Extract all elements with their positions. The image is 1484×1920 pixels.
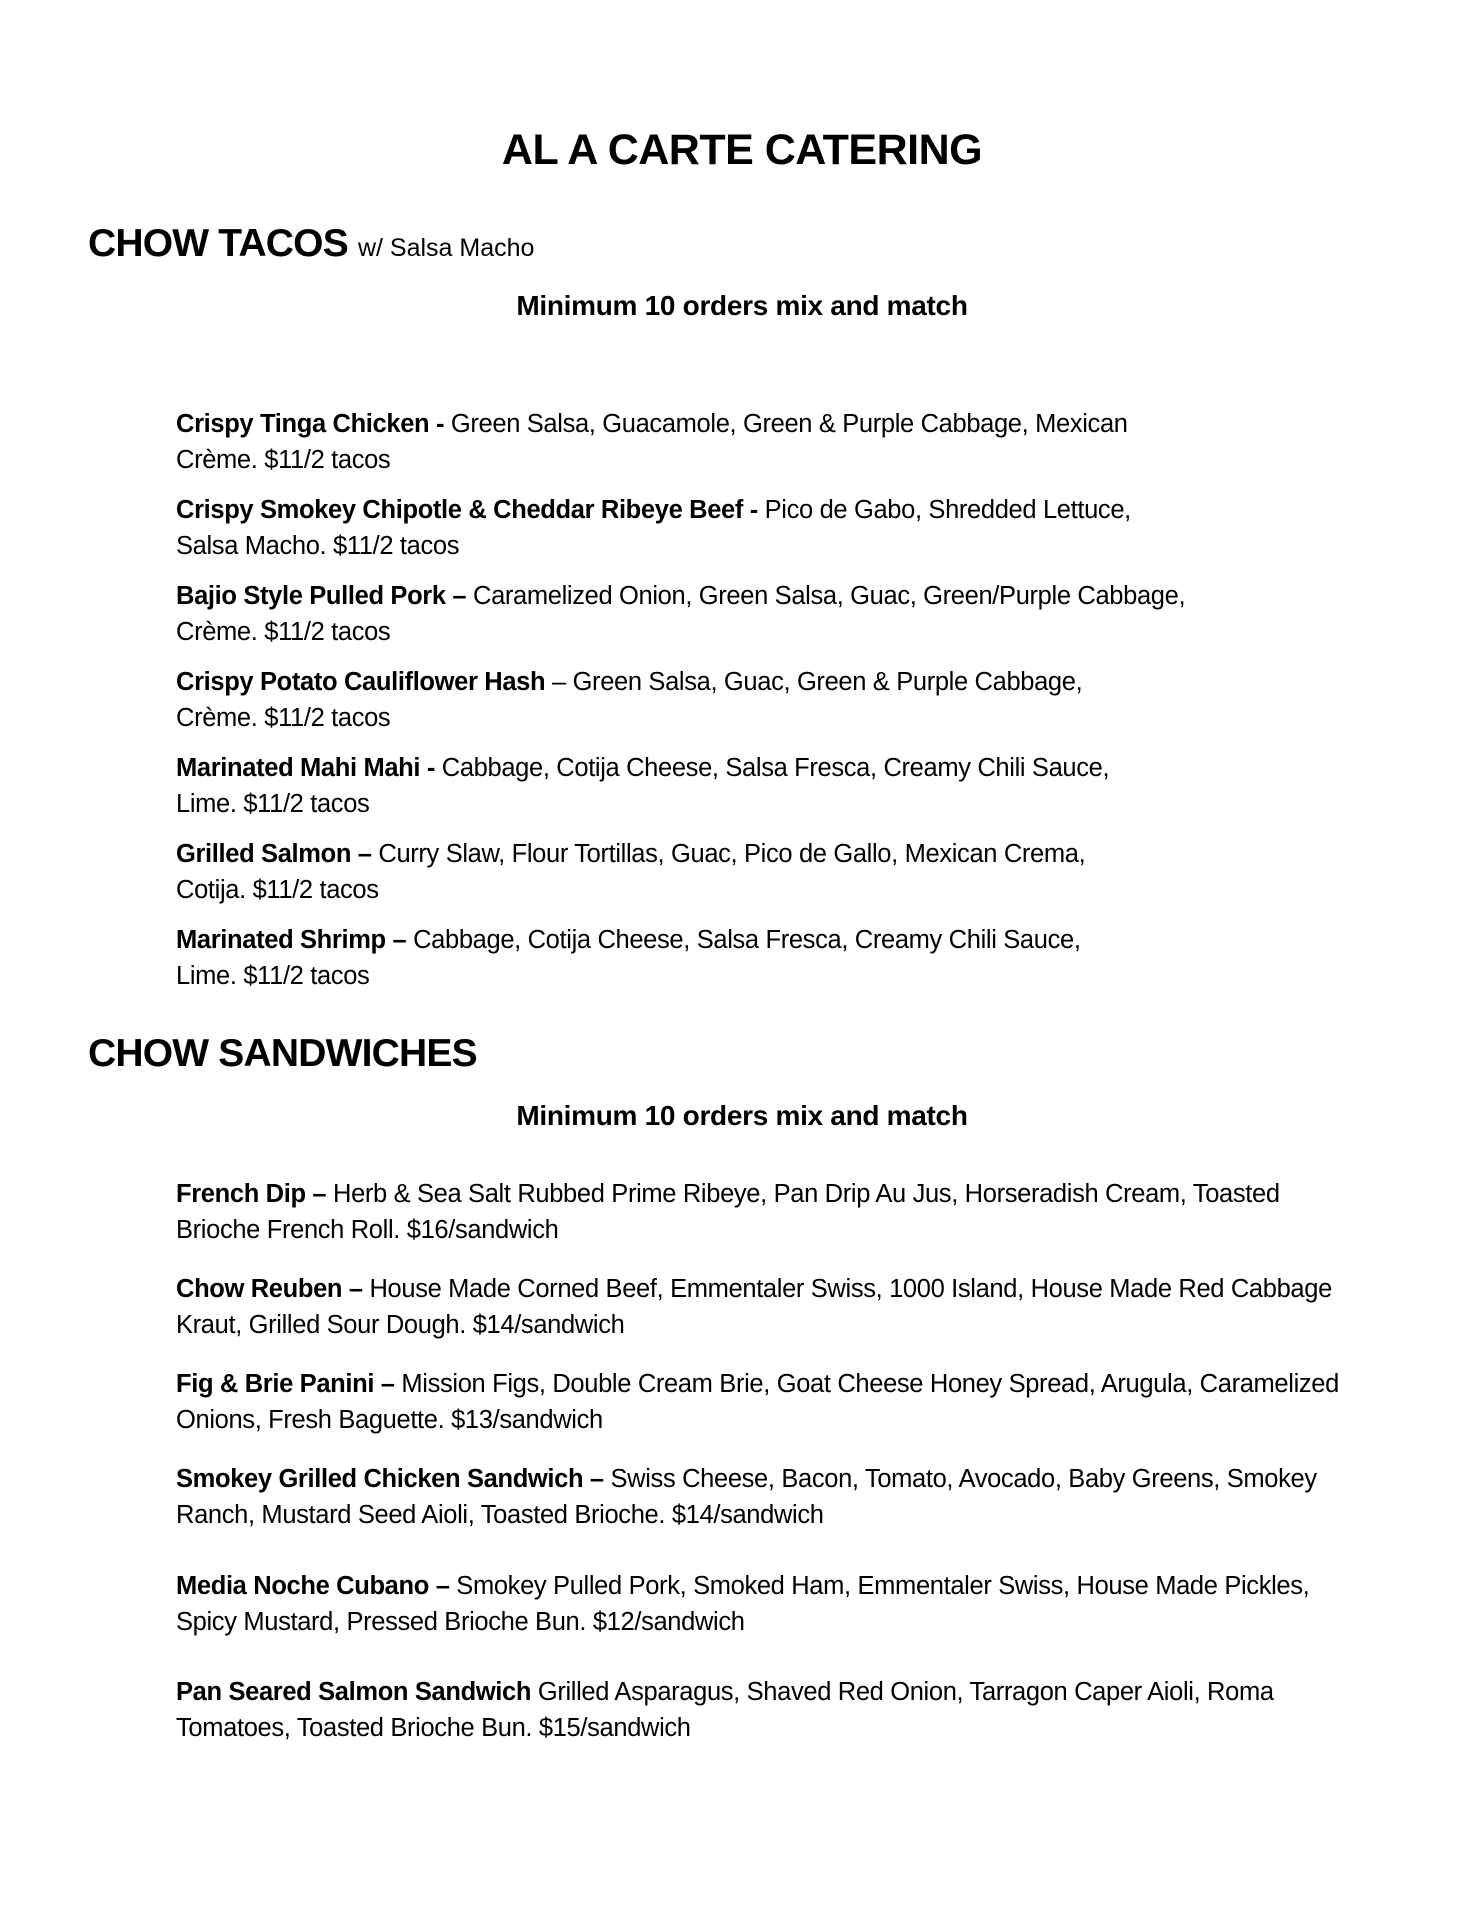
menu-item-description: House Made Corned Beef, Emmentaler Swiss, 1000 Island, House Made Red Cabbage: [369, 1275, 1332, 1303]
menu-item: [176, 1271, 1396, 1343]
menu-item-description: Green Salsa, Guacamole, Green & Purple Cabbage, Mexican: [450, 410, 1128, 438]
menu-item-name: Grilled Salmon –: [176, 840, 372, 868]
sandwiches-heading: CHOW SANDWICHES: [88, 1032, 477, 1075]
menu-item-name: Crispy Potato Cauliflower Hash: [176, 668, 546, 696]
menu-item-description: Swiss Cheese, Bacon, Tomato, Avocado, Baby Greens, Smokey: [610, 1465, 1317, 1493]
menu-item-description: – Green Salsa, Guac, Green & Purple Cabbage,: [552, 668, 1083, 696]
menu-item-description: Caramelized Onion, Green Salsa, Guac, Green/Purple Cabbage,: [473, 582, 1186, 610]
menu-item: [176, 922, 1396, 994]
menu-item-name: Bajio Style Pulled Pork –: [176, 582, 467, 610]
menu-item-description-cont: Salsa Macho. $11/2 tacos: [176, 532, 460, 560]
menu-item-description-cont: Tomatoes, Toasted Brioche Bun. $15/sandwich: [176, 1714, 691, 1742]
menu-item-name: Pan Seared Salmon Sandwich: [176, 1678, 532, 1706]
menu-item-name: Media Noche Cubano –: [176, 1572, 450, 1600]
menu-item-name: Crispy Smokey Chipotle & Cheddar Ribeye Beef -: [176, 496, 758, 524]
menu-item-description: Curry Slaw, Flour Tortillas, Guac, Pico de Gallo, Mexican Crema,: [378, 840, 1086, 868]
tacos-heading: [88, 222, 534, 266]
menu-item-description: Mission Figs, Double Cream Brie, Goat Cheese Honey Spread, Arugula, Caramelized: [401, 1370, 1339, 1398]
menu-item-description-cont: Crème. $11/2 tacos: [176, 704, 391, 732]
menu-item-name: Marinated Mahi Mahi -: [176, 754, 436, 782]
menu-item: [176, 1568, 1396, 1640]
menu-item: [176, 492, 1396, 564]
menu-item: [176, 578, 1396, 650]
menu-item-description: Smokey Pulled Pork, Smoked Ham, Emmentaler Swiss, House Made Pickles,: [456, 1572, 1310, 1600]
menu-item-description-cont: Kraut, Grilled Sour Dough. $14/sandwich: [176, 1311, 625, 1339]
menu-item-name: Fig & Brie Panini –: [176, 1370, 395, 1398]
page-title: AL A CARTE CATERING: [501, 126, 983, 174]
menu-item-description-cont: Lime. $11/2 tacos: [176, 790, 370, 818]
menu-item-description-cont: Brioche French Roll. $16/sandwich: [176, 1216, 559, 1244]
tacos-subheading: w/ Salsa Macho: [357, 234, 535, 262]
menu-item: [176, 1461, 1396, 1533]
sandwiches-minimum-note: Minimum 10 orders mix and match: [516, 1100, 968, 1131]
menu-item: [176, 1366, 1396, 1438]
menu-item: [176, 406, 1396, 478]
menu-item: [176, 1176, 1396, 1248]
menu-item-description: Cabbage, Cotija Cheese, Salsa Fresca, Creamy Chili Sauce,: [413, 926, 1081, 954]
menu-item-description-cont: Onions, Fresh Baguette. $13/sandwich: [176, 1406, 603, 1434]
menu-item-name: French Dip –: [176, 1180, 327, 1208]
menu-item-description: Grilled Asparagus, Shaved Red Onion, Tarragon Caper Aioli, Roma: [537, 1678, 1274, 1706]
menu-item: [176, 664, 1396, 736]
tacos-minimum-note: Minimum 10 orders mix and match: [516, 290, 968, 321]
menu-item-name: Marinated Shrimp –: [176, 926, 407, 954]
menu-item-description-cont: Cotija. $11/2 tacos: [176, 876, 379, 904]
menu-item-description: Herb & Sea Salt Rubbed Prime Ribeye, Pan Drip Au Jus, Horseradish Cream, Toasted: [333, 1180, 1280, 1208]
menu-item: [176, 1674, 1396, 1746]
menu-item-description-cont: Crème. $11/2 tacos: [176, 618, 391, 646]
menu-item-name: Crispy Tinga Chicken -: [176, 410, 445, 438]
menu-item-description: Pico de Gabo, Shredded Lettuce,: [764, 496, 1131, 524]
menu-item-description-cont: Ranch, Mustard Seed Aioli, Toasted Brioche. $14/sandwich: [176, 1501, 824, 1529]
menu-item-description-cont: Spicy Mustard, Pressed Brioche Bun. $12/sandwich: [176, 1608, 745, 1636]
menu-item: [176, 750, 1396, 822]
menu-item-name: Chow Reuben –: [176, 1275, 363, 1303]
menu-item-name: Smokey Grilled Chicken Sandwich –: [176, 1465, 604, 1493]
tacos-heading-text: CHOW TACOS: [88, 222, 348, 265]
menu-item: [176, 836, 1396, 908]
menu-item-description-cont: Lime. $11/2 tacos: [176, 962, 370, 990]
menu-item-description: Cabbage, Cotija Cheese, Salsa Fresca, Creamy Chili Sauce,: [441, 754, 1110, 782]
menu-item-description-cont: Crème. $11/2 tacos: [176, 446, 391, 474]
